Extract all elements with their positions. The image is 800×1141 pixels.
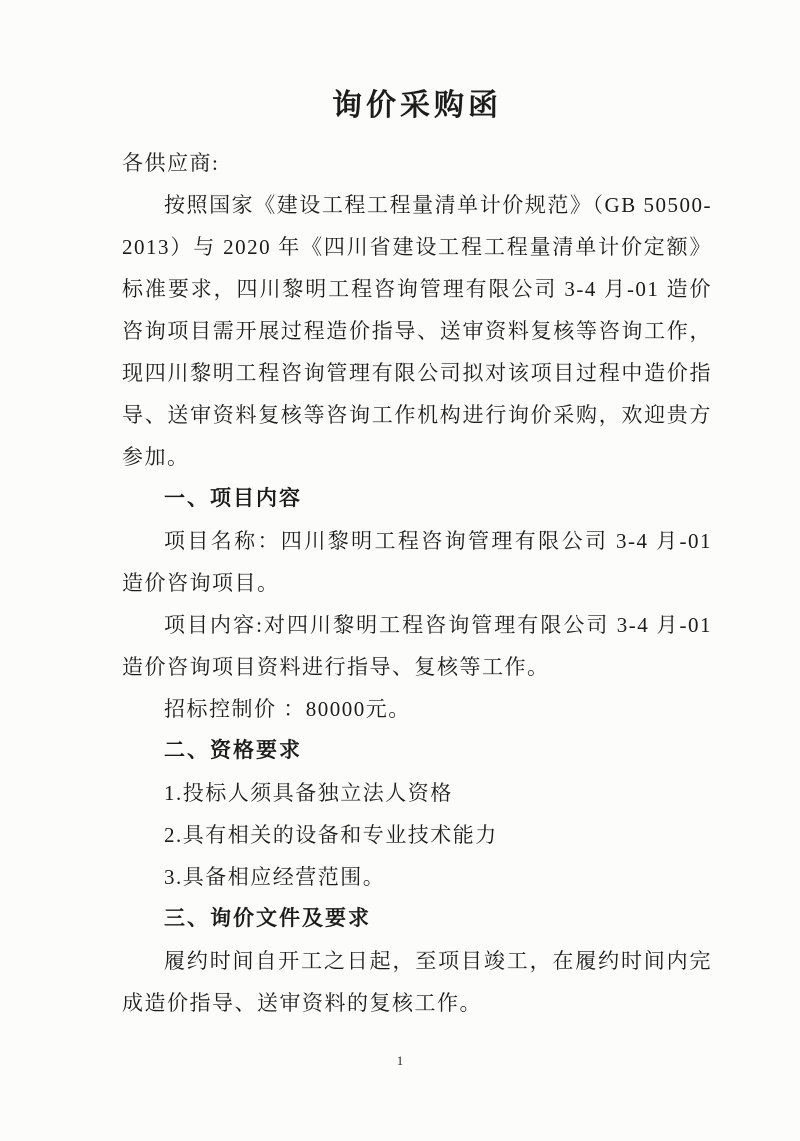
intro-paragraph: 按照国家《建设工程工程量清单计价规范》（GB 50500-2013）与 2020 年《四川省建设工程工程量清单计价定额》标准要求，四川黎明工程咨询管理有限公司 3-4 月-01 造价咨询项目需开展过程造价指导、送审资料复核等咨询工作，现四川黎明工程咨询管理有限公司拟对该项目过程中造价指导、送审资料复核等咨询工作机构进行询价采购，欢迎贵方参加。	[122, 193, 712, 469]
section-heading-qualification: 二、资格要求	[164, 739, 302, 762]
salutation: 各供应商:	[122, 151, 220, 175]
paragraph-performance-period: 履约时间自开工之日起，至项目竣工，在履约时间内完成造价指导、送审资料的复核工作。	[122, 949, 712, 1015]
paragraph-control-price: 招标控制价 ：80000元。	[164, 697, 411, 721]
page-title: 询价采购函	[332, 89, 502, 122]
paragraph-project-name: 项目名称：四川黎明工程咨询管理有限公司 3-4 月-01 造价咨询项目。	[122, 529, 712, 595]
section-heading-inquiry-requirements: 三、询价文件及要求	[164, 907, 371, 930]
paragraph-project-scope: 项目内容:对四川黎明工程咨询管理有限公司 3-4 月-01 造价咨询项目资料进行指导、复核等工作。	[122, 613, 712, 679]
qualification-item-3: 3.具备相应经营范围。	[164, 865, 386, 889]
qualification-item-1: 1.投标人须具备独立法人资格	[164, 781, 453, 805]
page-number: 1	[396, 1053, 404, 1068]
section-heading-project-content: 一、项目内容	[164, 487, 302, 510]
qualification-item-2: 2.具有相关的设备和专业技术能力	[164, 823, 498, 847]
